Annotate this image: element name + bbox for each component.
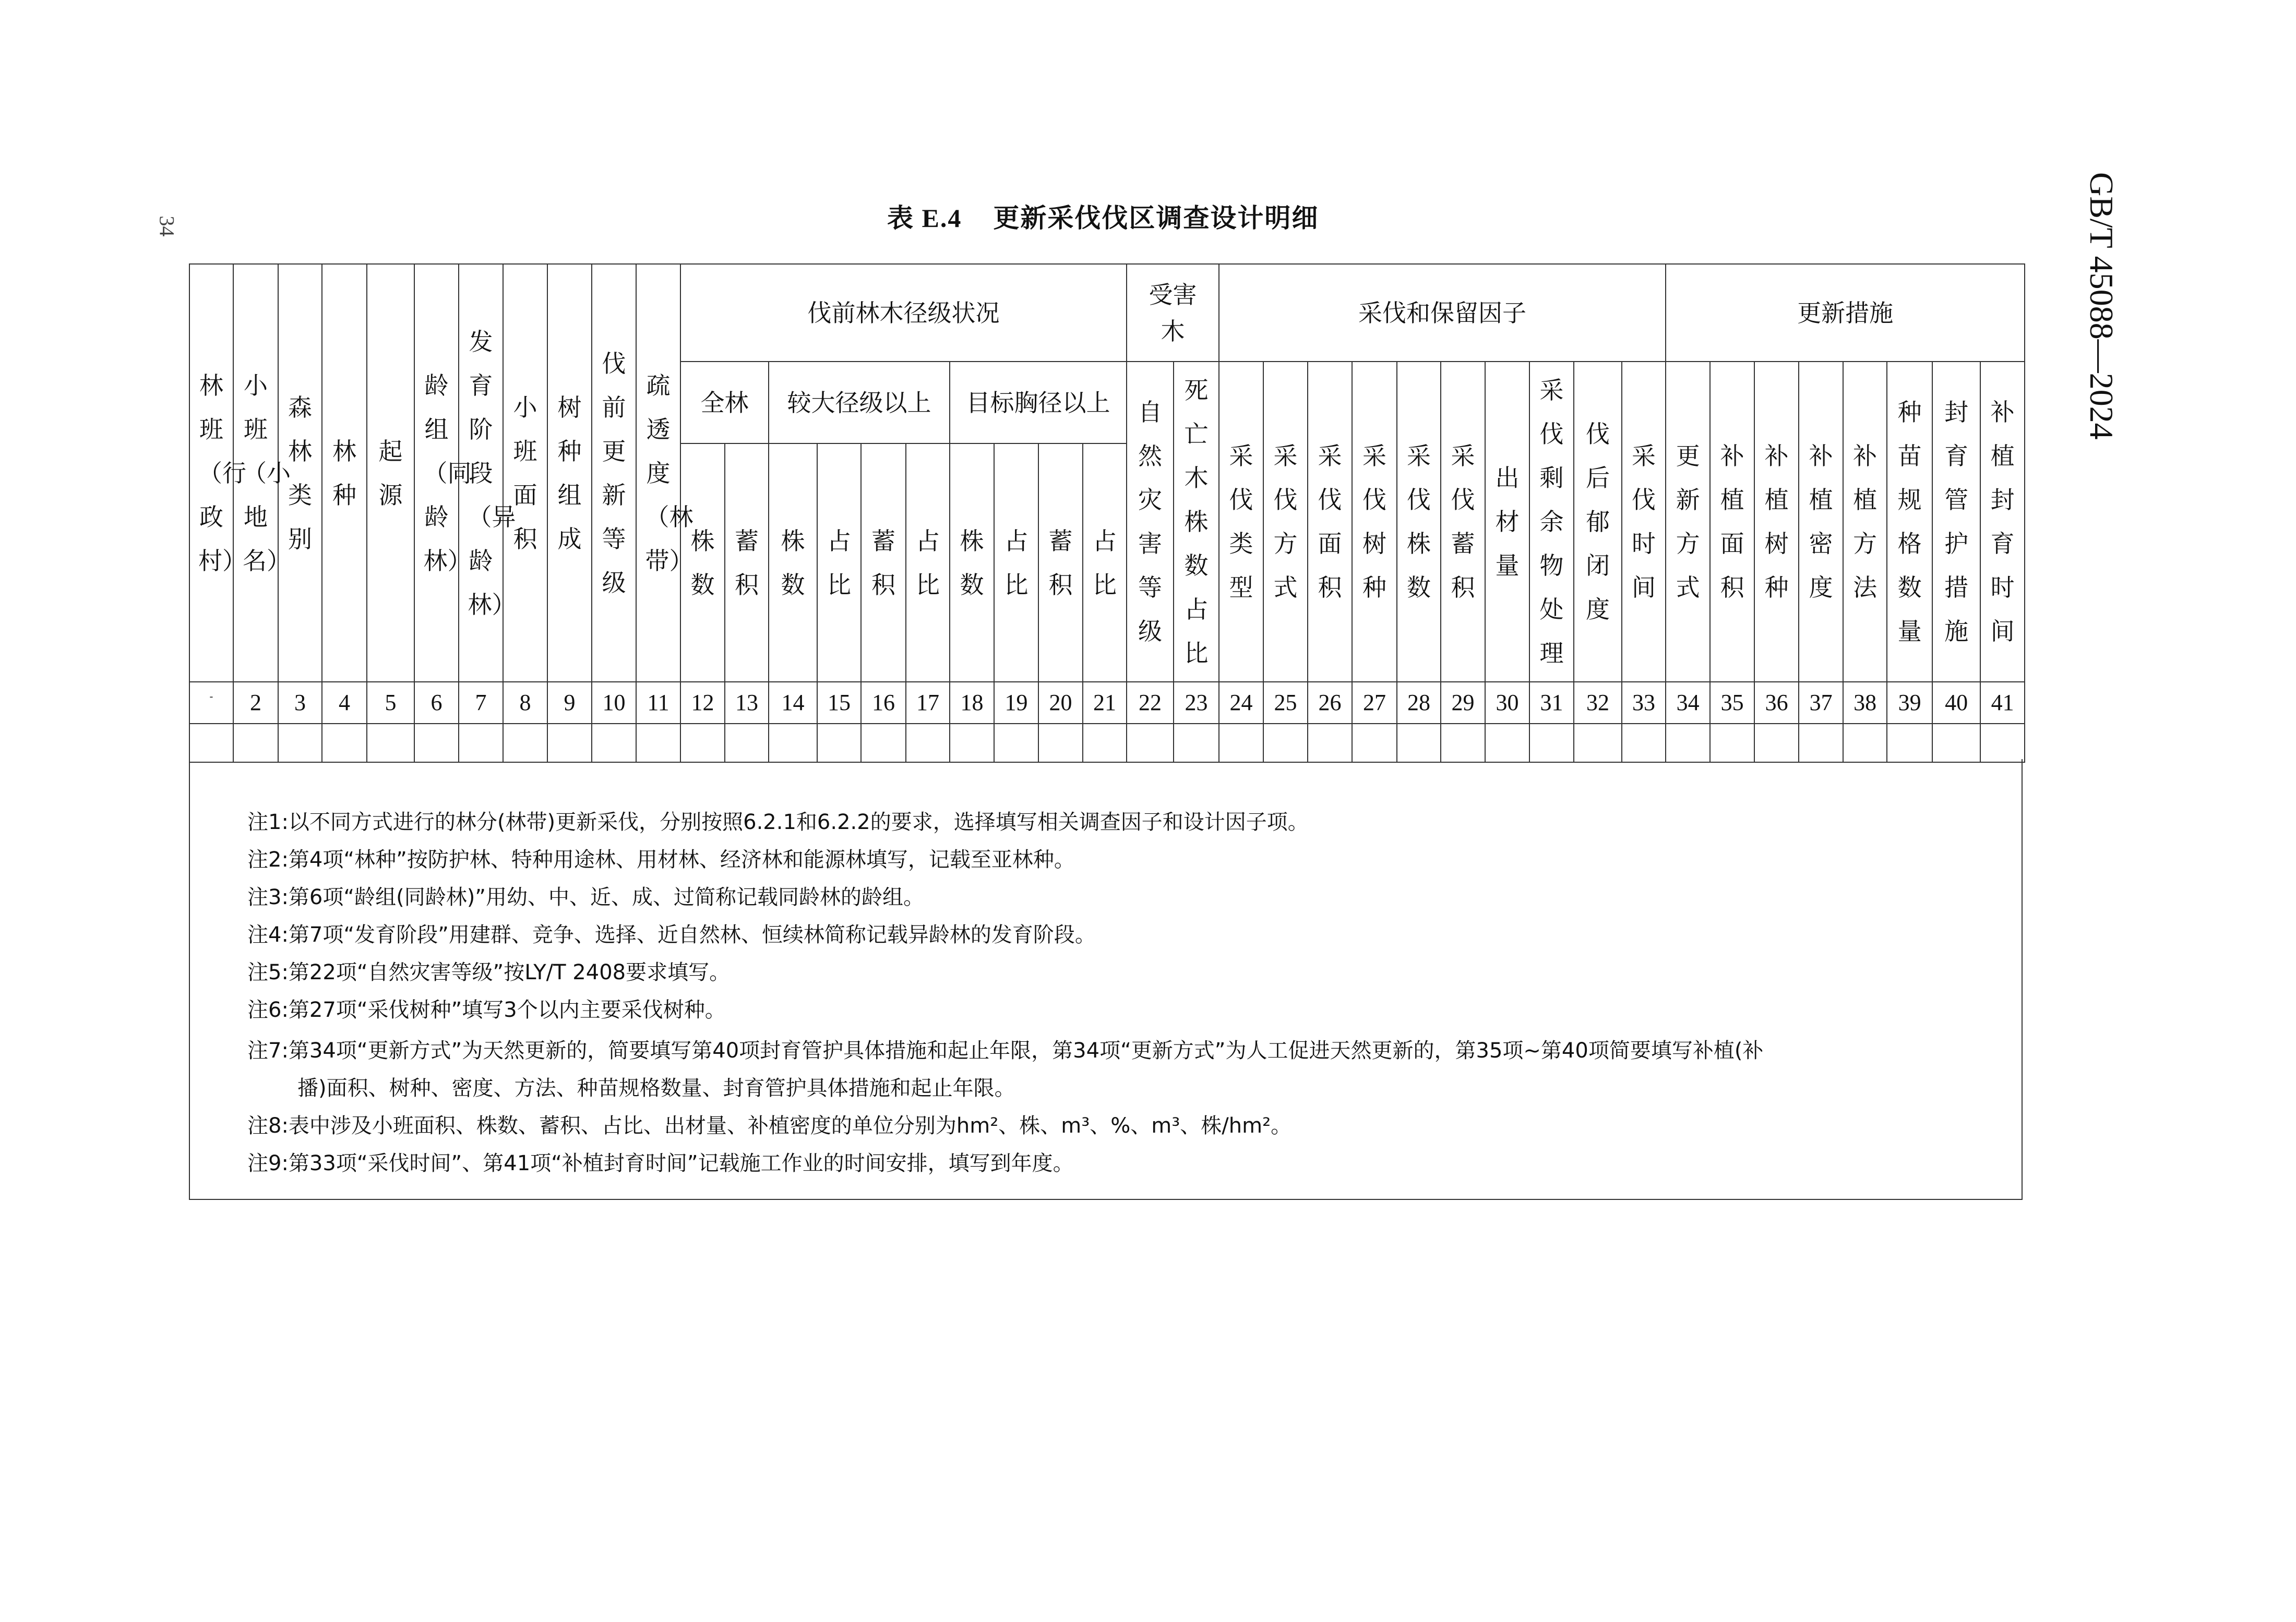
table-title — [887, 197, 1319, 235]
data-cell[interactable] — [1529, 724, 1574, 762]
header-col-4: 林种 — [322, 264, 367, 682]
data-cell[interactable] — [994, 724, 1038, 762]
header-col-17: 占比 — [906, 443, 950, 682]
col-number: 6 — [414, 682, 459, 724]
header-col-19: 占比 — [994, 443, 1038, 682]
note-2: 注2:第4项“林种”按防护林、特种用途林、用材林、经济林和能源林填写，记载至亚林种。 — [247, 848, 1075, 872]
header-col-26: 采伐面积 — [1308, 362, 1352, 682]
data-cell[interactable] — [278, 724, 322, 762]
col-number: 12 — [680, 682, 725, 724]
col-number: 31 — [1529, 682, 1574, 724]
data-cell[interactable] — [1843, 724, 1887, 762]
header-col-35: 补植面积 — [1710, 362, 1754, 682]
header-col-23: 死亡木株数占比 — [1174, 362, 1219, 682]
data-cell[interactable] — [725, 724, 769, 762]
header-col-11: 疏透度（林带） — [636, 264, 680, 682]
col-number: 15 — [817, 682, 861, 724]
header-col-31: 采伐剩余物处理 — [1529, 362, 1574, 682]
column-number-row — [189, 682, 2025, 724]
data-cell[interactable] — [1263, 724, 1308, 762]
data-cell[interactable] — [1174, 724, 1219, 762]
header-col-33: 采伐时间 — [1622, 362, 1666, 682]
header-col-39: 种苗规格数量 — [1887, 362, 1932, 682]
header-col-8: 小班面积 — [503, 264, 547, 682]
header-col-3: 森林类别 — [278, 264, 322, 682]
data-cell[interactable] — [1574, 724, 1622, 762]
data-cell[interactable] — [1397, 724, 1441, 762]
col-number: 21 — [1083, 682, 1127, 724]
header-col-18: 株数 — [950, 443, 994, 682]
col-number: 14 — [769, 682, 817, 724]
group-damaged-trees: 受害木 — [1127, 264, 1219, 362]
col-number: 34 — [1666, 682, 1710, 724]
col-number: 20 — [1038, 682, 1083, 724]
header-col-28: 采伐株数 — [1397, 362, 1441, 682]
col-number: - — [189, 682, 233, 724]
data-cell[interactable] — [950, 724, 994, 762]
data-cell[interactable] — [414, 724, 459, 762]
col-number: 35 — [1710, 682, 1754, 724]
table-number: 表 E.4 — [887, 203, 962, 233]
header-col-7: 发育阶段（异龄林） — [459, 264, 503, 682]
data-cell[interactable] — [769, 724, 817, 762]
data-cell[interactable] — [547, 724, 592, 762]
col-number: 9 — [547, 682, 592, 724]
col-number: 13 — [725, 682, 769, 724]
header-col-14: 株数 — [769, 443, 817, 682]
col-number: 2 — [233, 682, 278, 724]
col-number: 4 — [322, 682, 367, 724]
header-col-40: 封育管护措施 — [1932, 362, 1980, 682]
col-number: 37 — [1799, 682, 1843, 724]
col-number: 28 — [1397, 682, 1441, 724]
header-col-21: 占比 — [1083, 443, 1127, 682]
header-col-25: 采伐方式 — [1263, 362, 1308, 682]
data-cell[interactable] — [1308, 724, 1352, 762]
col-number: 16 — [861, 682, 906, 724]
data-cell[interactable] — [1666, 724, 1710, 762]
data-cell[interactable] — [1887, 724, 1932, 762]
header-col-22: 自然灾害等级 — [1127, 362, 1174, 682]
table-title-text: 更新采伐伐区调查设计明细 — [993, 203, 1319, 233]
col-number: 26 — [1308, 682, 1352, 724]
header-col-13: 蓄积 — [725, 443, 769, 682]
subgroup-target-dbh: 目标胸径以上 — [950, 362, 1127, 443]
header-col-9: 树种组成 — [547, 264, 592, 682]
col-number: 27 — [1352, 682, 1397, 724]
col-number: 10 — [592, 682, 636, 724]
design-detail-table — [189, 263, 2025, 763]
col-number: 17 — [906, 682, 950, 724]
standard-code: GB/T 45088—2024 — [2083, 172, 2120, 440]
header-col-38: 补植方法 — [1843, 362, 1887, 682]
header-col-29: 采伐蓄积 — [1441, 362, 1485, 682]
header-col-6: 龄组（同龄林） — [414, 264, 459, 682]
note-3: 注3:第6项“龄组(同龄林)”用幼、中、近、成、过简称记载同龄林的龄组。 — [247, 885, 925, 909]
header-col-16: 蓄积 — [861, 443, 906, 682]
note-6: 注6:第27项“采伐树种”填写3个以内主要采伐树种。 — [247, 998, 726, 1022]
col-number: 22 — [1127, 682, 1174, 724]
subgroup-whole-forest: 全林 — [680, 362, 769, 443]
note-5: 注5:第22项“自然灾害等级”按LY/T 2408要求填写。 — [247, 960, 731, 984]
empty-data-row — [189, 724, 2025, 762]
data-cell[interactable] — [1932, 724, 1980, 762]
data-cell[interactable] — [680, 724, 725, 762]
header-col-15: 占比 — [817, 443, 861, 682]
header-col-34: 更新方式 — [1666, 362, 1710, 682]
data-cell[interactable] — [1485, 724, 1529, 762]
header-col-30: 出材量 — [1485, 362, 1529, 682]
col-number: 40 — [1932, 682, 1980, 724]
header-col-1: 林班（行政村） — [189, 264, 233, 682]
data-cell[interactable] — [189, 724, 233, 762]
subgroup-larger-diameter: 较大径级以上 — [769, 362, 950, 443]
data-cell[interactable] — [503, 724, 547, 762]
header-col-10: 伐前更新等级 — [592, 264, 636, 682]
group-harvest-retention: 采伐和保留因子 — [1219, 264, 1666, 362]
col-number: 29 — [1441, 682, 1485, 724]
col-number: 7 — [459, 682, 503, 724]
col-number: 19 — [994, 682, 1038, 724]
header-col-5: 起源 — [367, 264, 414, 682]
header-col-37: 补植密度 — [1799, 362, 1843, 682]
data-cell[interactable] — [233, 724, 278, 762]
header-col-27: 采伐树种 — [1352, 362, 1397, 682]
col-number: 30 — [1485, 682, 1529, 724]
notes-box — [189, 759, 2023, 1200]
col-number: 32 — [1574, 682, 1622, 724]
data-cell[interactable] — [459, 724, 503, 762]
col-number: 11 — [636, 682, 680, 724]
col-number: 8 — [503, 682, 547, 724]
data-cell[interactable] — [1219, 724, 1263, 762]
note-7-continued: 播)面积、树种、密度、方法、种苗规格数量、封育管护具体措施和起止年限。 — [297, 1076, 1015, 1100]
data-cell[interactable] — [1441, 724, 1485, 762]
data-cell[interactable] — [1754, 724, 1799, 762]
data-cell[interactable] — [1622, 724, 1666, 762]
data-cell[interactable] — [1980, 724, 2025, 762]
col-number: 41 — [1980, 682, 2025, 724]
group-regeneration: 更新措施 — [1666, 264, 2025, 362]
data-cell[interactable] — [636, 724, 680, 762]
group-pre-harvest-diameter: 伐前林木径级状况 — [680, 264, 1127, 362]
col-number: 3 — [278, 682, 322, 724]
data-cell[interactable] — [1352, 724, 1397, 762]
page-number: 34 — [155, 215, 179, 237]
header-col-24: 采伐类型 — [1219, 362, 1263, 682]
col-number: 39 — [1887, 682, 1932, 724]
header-col-32: 伐后郁闭度 — [1574, 362, 1622, 682]
col-number: 38 — [1843, 682, 1887, 724]
data-cell[interactable] — [1799, 724, 1843, 762]
col-number: 5 — [367, 682, 414, 724]
data-cell[interactable] — [906, 724, 950, 762]
header-col-41: 补植封育时间 — [1980, 362, 2025, 682]
data-cell[interactable] — [1083, 724, 1127, 762]
col-number: 36 — [1754, 682, 1799, 724]
header-col-20: 蓄积 — [1038, 443, 1083, 682]
col-number: 33 — [1622, 682, 1666, 724]
col-number: 24 — [1219, 682, 1263, 724]
data-cell[interactable] — [1038, 724, 1083, 762]
data-cell[interactable] — [592, 724, 636, 762]
col-number: 25 — [1263, 682, 1308, 724]
note-8: 注8:表中涉及小班面积、株数、蓄积、占比、出材量、补植密度的单位分别为hm²、株、m³、%、m³、株/hm²。 — [247, 1114, 1292, 1138]
data-cell[interactable] — [861, 724, 906, 762]
col-number: 18 — [950, 682, 994, 724]
header-col-36: 补植树种 — [1754, 362, 1799, 682]
data-cell[interactable] — [1710, 724, 1754, 762]
col-number: 23 — [1174, 682, 1219, 724]
note-4: 注4:第7项“发育阶段”用建群、竞争、选择、近自然林、恒续林简称记载异龄林的发育阶段。 — [247, 923, 1096, 947]
note-7: 注7:第34项“更新方式”为天然更新的，简要填写第40项封育管护具体措施和起止年限，第34项“更新方式”为人工促进天然更新的，第35项~第40项简要填写补植(补 — [247, 1039, 1764, 1063]
notes-list — [247, 803, 2011, 1182]
data-cell[interactable] — [817, 724, 861, 762]
data-cell[interactable] — [322, 724, 367, 762]
note-1: 注1:以不同方式进行的林分(林带)更新采伐，分别按照6.2.1和6.2.2的要求，选择填写相关调查因子和设计因子项。 — [247, 810, 1309, 834]
data-cell[interactable] — [367, 724, 414, 762]
header-col-12: 株数 — [680, 443, 725, 682]
data-cell[interactable] — [1127, 724, 1174, 762]
header-col-2: 小班（小地名） — [233, 264, 278, 682]
note-9: 注9:第33项“采伐时间”、第41项“补植封育时间”记载施工作业的时间安排，填写到年度。 — [247, 1151, 1074, 1175]
